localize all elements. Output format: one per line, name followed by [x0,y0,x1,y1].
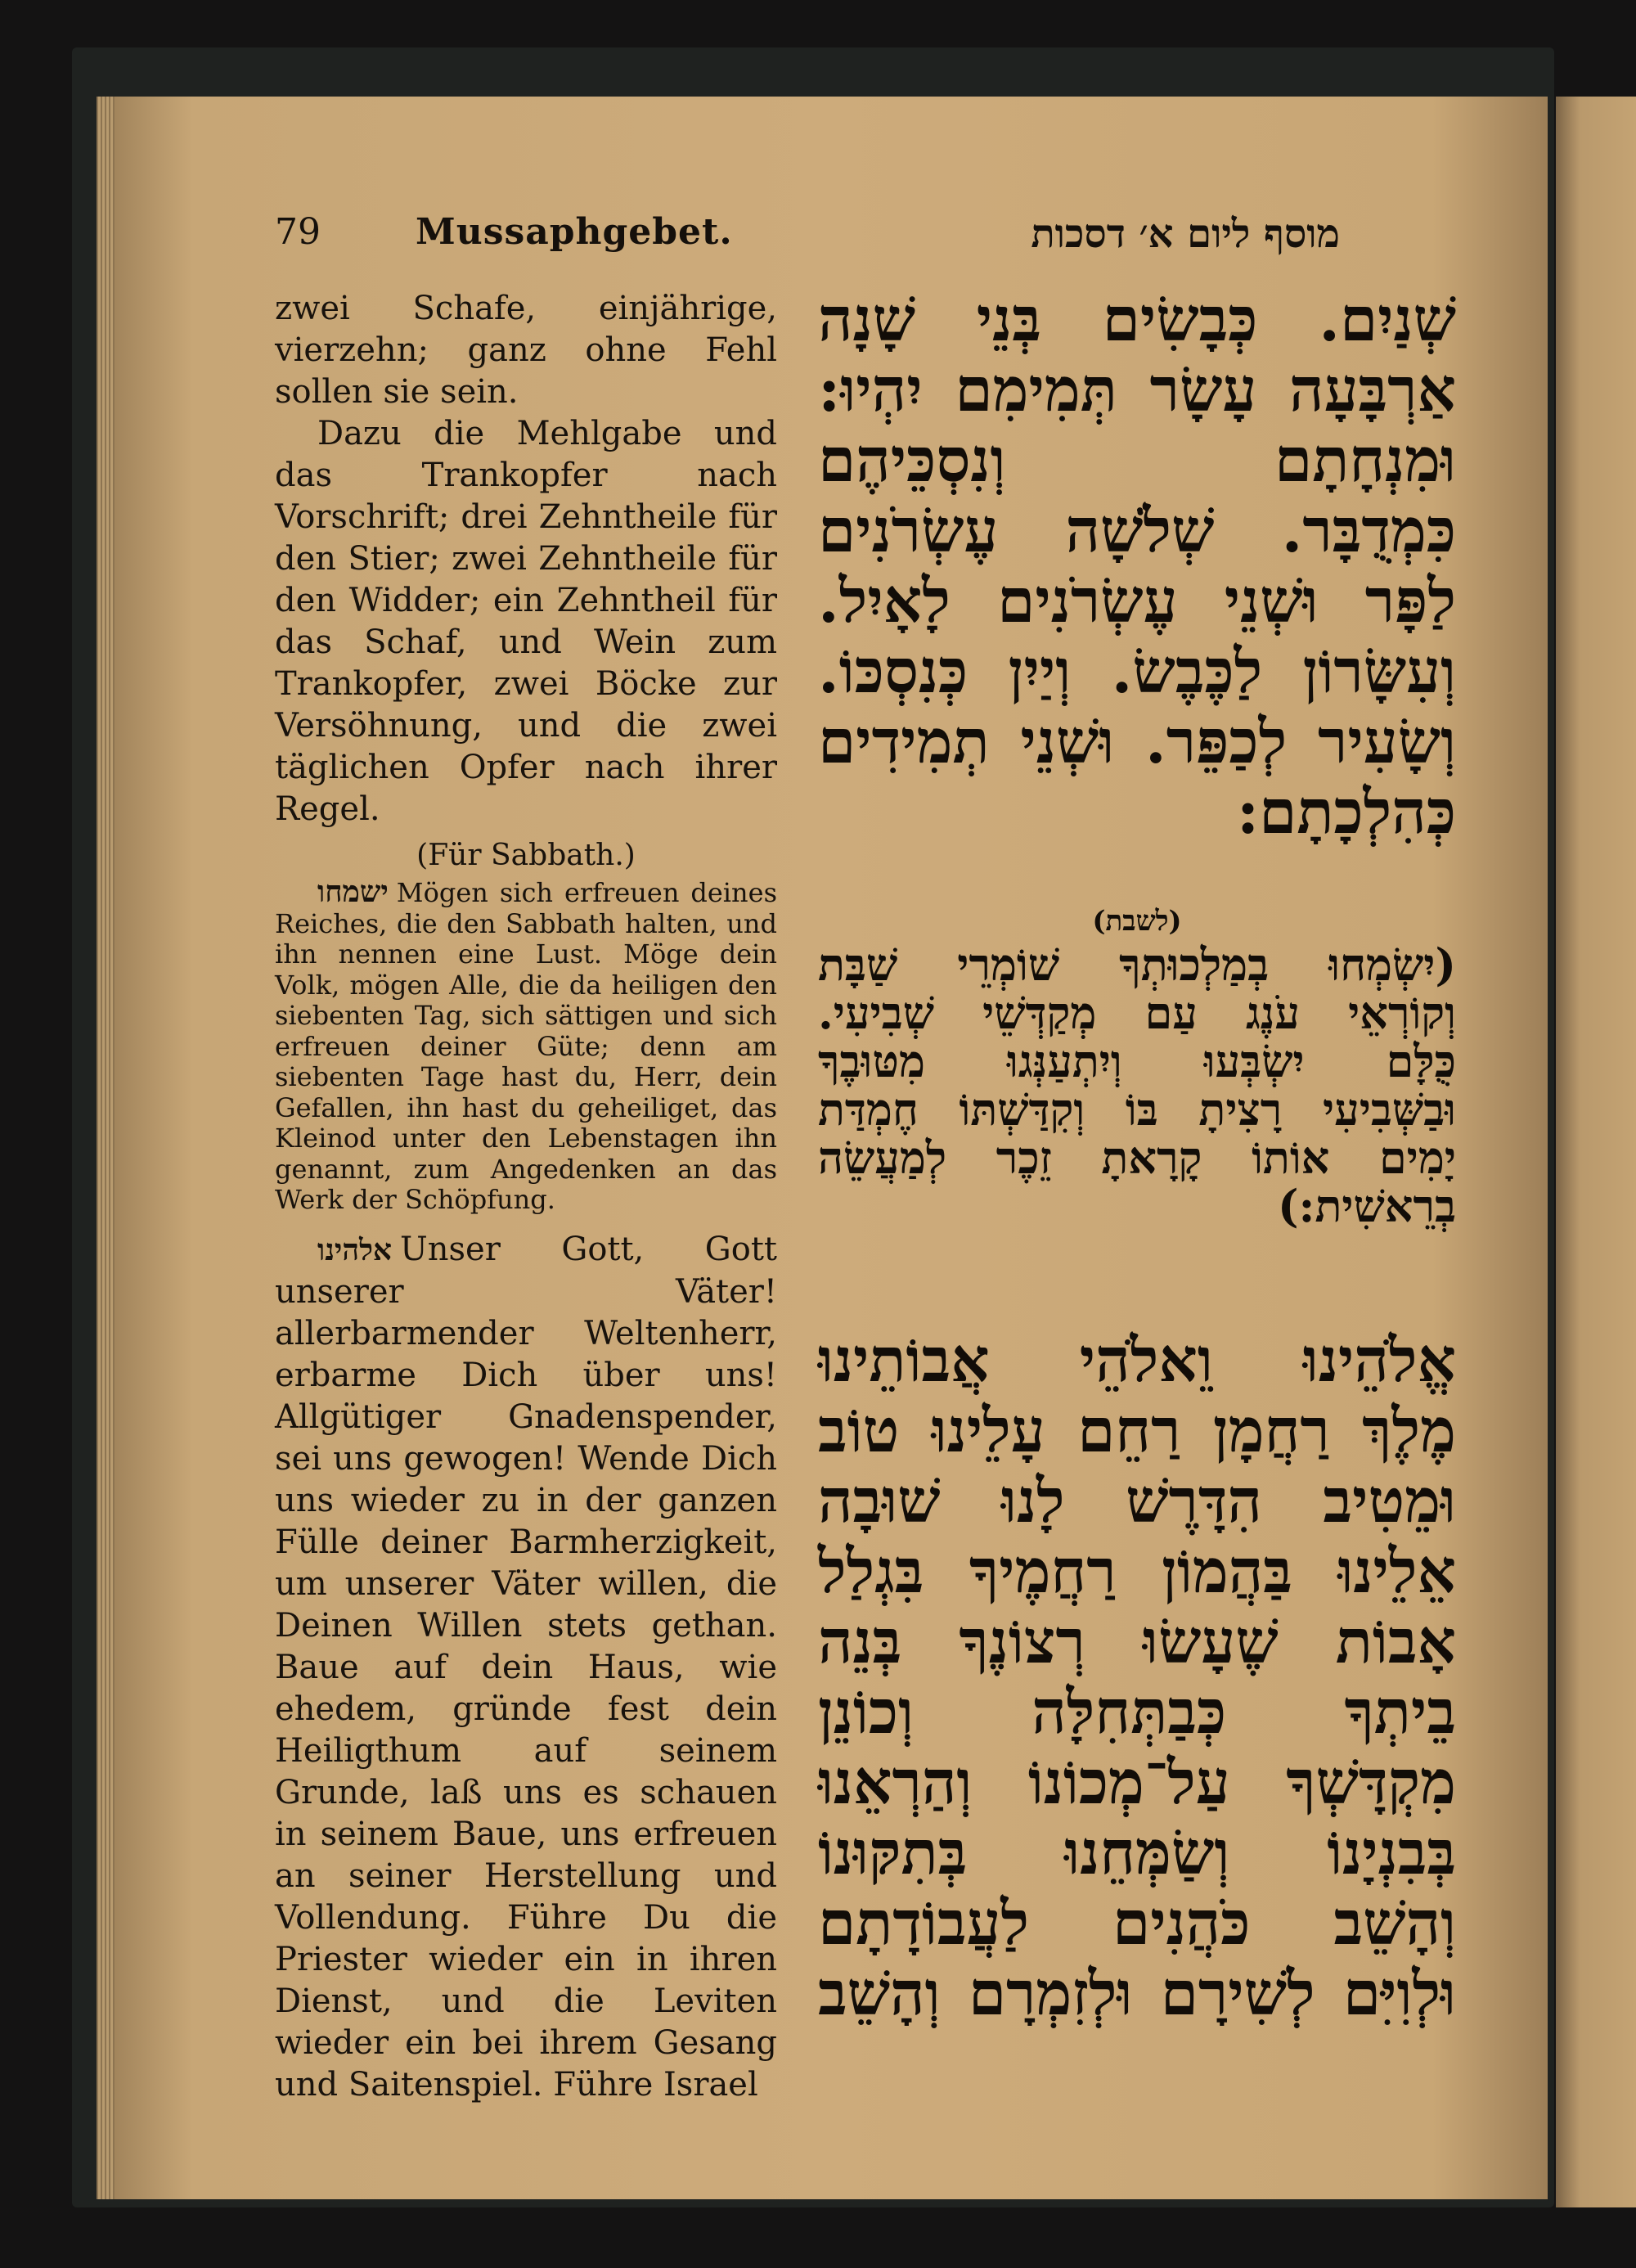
hebrew-line: וּמֵטִיב הִדָּרֶשׁ לָנוּ שׁוּבָה [818,1466,1456,1537]
hebrew-line: וּמִנְחָתָם וְנִסְכֵּיהֶם [818,425,1456,496]
hebrew-sabbath-heading: (לשבת) [1092,905,1182,938]
hebrew-line: מִקְדָּשְׁךָ עַל־מְכוֹנוֹ וְהַרְאֵנוּ [818,1748,1456,1818]
hebrew-line: בְּבִנְיָנוֹ וְשַׂמְּחֵנוּ בְּתִקּוּנוֹ [818,1818,1456,1888]
hebrew-line: בֵיתְךָ כְּבַתְּחִלָּה וְכוֹנֵן [818,1677,1456,1748]
page-edge [97,97,115,2199]
hebrew-elohenu-block [818,1325,1456,2029]
hebrew-line: אֱלֹהֵינוּ וֵאלֹהֵי אֲבוֹתֵינוּ [818,1325,1456,1396]
hebrew-line: וְהָשֵׁב כֹּהֲנִים לַעֲבוֹדָתָם [818,1888,1456,1959]
german-sabbath-paragraph [275,877,777,1216]
german-elohenu-text: Unser Gott, Gott unserer Väter! allerbarmender Weltenherr, erbarme Dich über uns! Allgütiger Gnadenspender, sei uns gewogen! Wende Dich uns wieder zu in der ganzen Fülle deiner Barmherzigkeit, um unserer Väter willen, die Deinen Willen stets gethan. Baue auf dein Haus, wie ehedem, gründe fest dein Heiligthum auf seinem Grunde, laß uns es schauen in seinem Baue, uns erfreuen an seiner Herstellung und Vollendung. Führe Du die Priester wieder ein in ihren Dienst, und die Leviten wieder ein bei ihrem Gesang und Saitenspiel. Führe Israel [275,1230,777,2104]
hebrew-line: אַרְבָּעָה עָשָׂר תְּמִימִם יִהְיוּ: [818,355,1456,425]
hebrew-line: יָמִים אוֹתוֹ קָרָאתָ זֵכֶר לְמַעֲשֵׂה [818,1132,1456,1184]
sabbath-keyword-hebrew: ישמחו [317,875,389,909]
german-sabbath-heading: (Für Sabbath.) [416,839,636,872]
running-title-german: Mussaphgebet. [416,211,733,253]
hebrew-line: אֵלֵינוּ בַּהֲמוֹן רַחֲמֶיךָ בִּגְלַל [818,1537,1456,1607]
hebrew-offerings-block [818,285,1456,848]
hebrew-line: מֶלֶךְ רַחֲמָן רַחֵם עָלֵינוּ טוֹב [818,1396,1456,1466]
hebrew-line: וְעִשָּׂרוֹן לַכֶּבֶשׂ. וְיַיִן כְּנִסְכּוֹ. [818,637,1456,707]
running-title-hebrew: מוסף ליום א׳ דסכות [1031,211,1340,257]
hebrew-line: וְקוֹרְאֵי עֹנֶג עַם מְקַדְּשֵׁי שְׁבִיעִי. [818,987,1456,1039]
hebrew-line: כֻּלָּם יִשְׂבְּעוּ וְיִתְעַנְּגוּ מִטּוּבֶךָ [818,1035,1456,1087]
elohenu-keyword-hebrew: אלהינו [317,1232,393,1267]
german-sabbath-text: Mögen sich erfreuen deines Reiches, die den Sabbath halten, und ihn nennen eine Lust. Möge dein Volk, mögen Alle, die da heiligen den siebenten Tag, sich sättigen und sich erfreuen deiner Güte; denn am siebenten Tage hast du, Herr, dein Gefallen, ihn hast du geheiliget, das Kleinod unter den Lebenstagen ihn genannt, zum Angedenken an das Werk der Schöpfung. [275,877,777,1215]
german-paragraph-offerings-end: zwei Schafe, einjährige, vierzehn; ganz ohne Fehl sollen sie sein. [275,290,777,411]
page-number: 79 [275,211,321,253]
hebrew-line: וְשָׂעִיר לְכַפֵּר. וּשְׁנֵי תְמִידִים [818,707,1456,777]
hebrew-line: וּלְוִיִּם לְשִׁירָם וּלְזִמְרָם וְהָשֵׁב [818,1959,1456,2029]
hebrew-line: בְרֵאשִׁית:) [1277,1180,1456,1232]
hebrew-line: (יִשְׂמְחוּ בְמַלְכוּתְךָ שׁוֹמְרֵי שַׁבָּת [818,938,1456,991]
german-elohenu-paragraph [275,1229,777,2106]
next-page-edge [1556,97,1636,2207]
german-paragraph-meal-offering: Dazu die Mehlgabe und das Trankopfer nach Vorschrift; drei Zehntheile für den Stier; zwei Zehntheile für den Widder; ein Zehntheil für das Schaf, und Wein zum Trankopfer, zwei Böcke zur Versöhnung, und die zwei täglichen Opfer nach ihrer Regel. [275,415,777,828]
hebrew-sabbath-block [818,938,1456,1232]
hebrew-line: אָבוֹת שֶׁעָשׂוּ רְצוֹנֶךָ בְּנֵה [818,1607,1456,1677]
hebrew-line: לַפָּר וּשְׁנֵי עֶשְׂרֹנִים לָאָיִל. [818,566,1456,637]
hebrew-line: שְׁנַיִם. כְּבָשִׂים בְּנֵי שָׁנָה [818,285,1456,355]
german-column [275,288,777,2106]
hebrew-line: כְּהִלְכָתָם: [1236,777,1456,848]
hebrew-line: וּבַשְּׁבִיעִי רָצִיתָ בּוֹ וְקִדַּשְׁתּוֹ חֶמְדַּת [818,1083,1456,1136]
hebrew-line: כִּמְדֻבָּר. שְׁלֹשָׁה עֶשְׂרֹנִים [818,496,1456,566]
